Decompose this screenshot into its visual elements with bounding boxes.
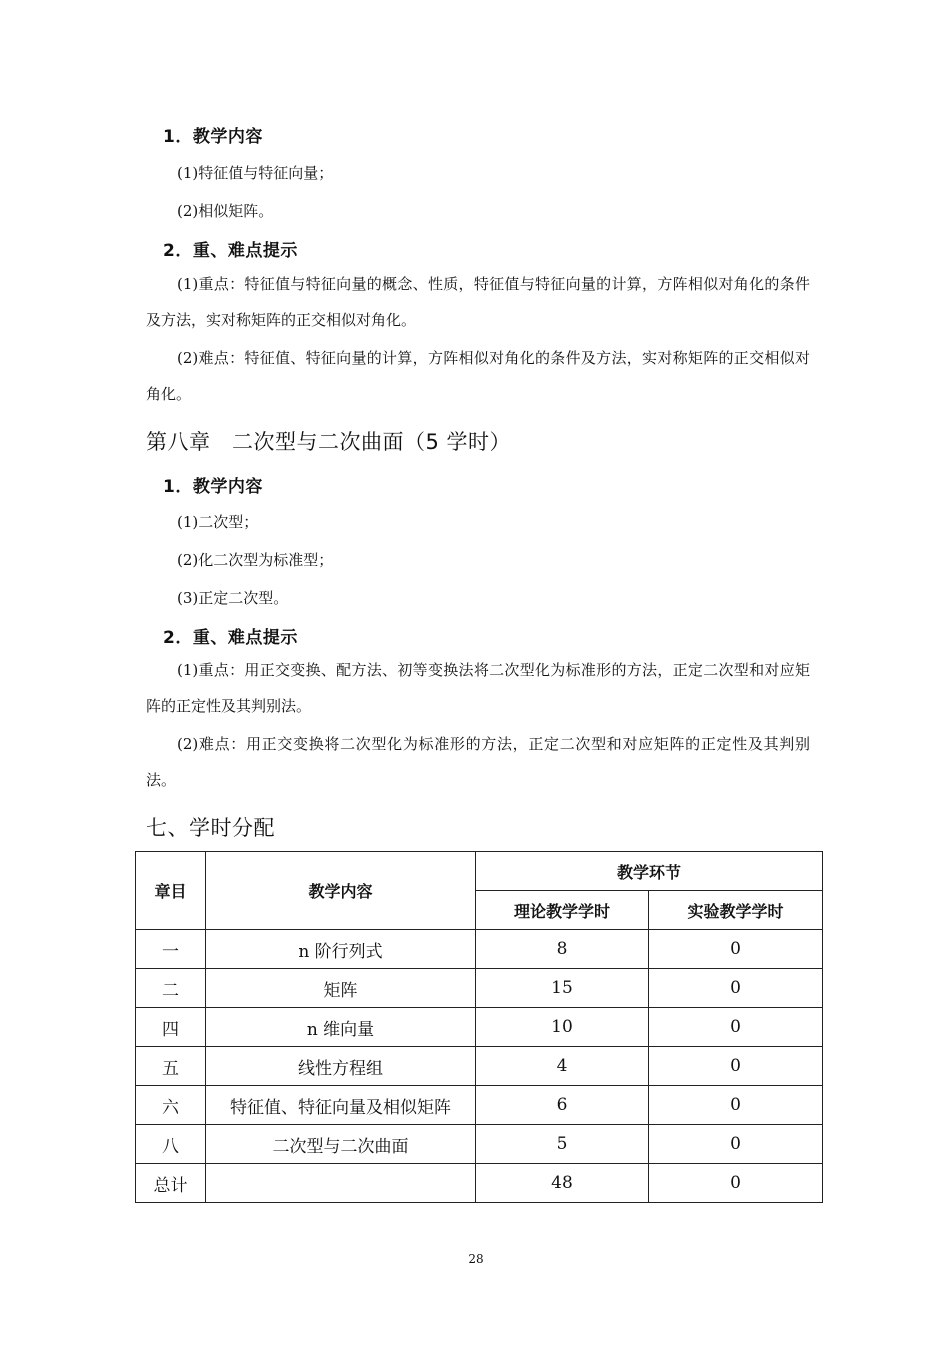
cell-content: 矩阵 — [206, 969, 476, 1008]
ch8-title: 第八章 二次型与二次曲面（5 学时） — [146, 430, 512, 454]
header-chapter: 章目 — [136, 852, 206, 930]
header-content: 教学内容 — [206, 852, 476, 930]
cell-chapter: 四 — [136, 1008, 206, 1047]
cell-content: n 维向量 — [206, 1008, 476, 1047]
cell-theory: 8 — [476, 930, 649, 969]
cell-theory: 4 — [476, 1047, 649, 1086]
table-row — [136, 969, 823, 1008]
ch7-key-heading: 2．重、难点提示 — [163, 241, 298, 261]
hours-table — [135, 851, 823, 1203]
cell-content: 线性方程组 — [206, 1047, 476, 1086]
cell-content: 特征值、特征向量及相似矩阵 — [206, 1086, 476, 1125]
cell-theory: 6 — [476, 1086, 649, 1125]
cell-theory: 48 — [476, 1164, 649, 1203]
cell-theory: 15 — [476, 969, 649, 1008]
ch8-difficult-point: (2)难点：用正交变换将二次型化为标准形的方法，正定二次型和对应矩阵的正定性及其判别法。 — [146, 735, 810, 789]
header-theory: 理论教学学时 — [476, 891, 649, 930]
cell-lab: 0 — [649, 1164, 823, 1203]
table-header-row — [136, 852, 823, 891]
table-row-total — [136, 1164, 823, 1203]
cell-chapter: 五 — [136, 1047, 206, 1086]
cell-chapter: 总计 — [136, 1164, 206, 1203]
ch7-item-2: (2)相似矩阵。 — [177, 202, 274, 220]
cell-lab: 0 — [649, 1008, 823, 1047]
cell-theory: 10 — [476, 1008, 649, 1047]
ch7-item-1: (1)特征值与特征向量； — [177, 164, 334, 182]
ch8-item-2: (2)化二次型为标准型； — [177, 551, 334, 569]
ch8-item-1: (1)二次型； — [177, 513, 259, 531]
table-row — [136, 1086, 823, 1125]
table-row — [136, 1125, 823, 1164]
cell-chapter: 八 — [136, 1125, 206, 1164]
section7-title: 七、学时分配 — [146, 816, 275, 840]
header-lab: 实验教学学时 — [649, 891, 823, 930]
page-number: 28 — [468, 1252, 484, 1266]
ch8-key-point: (1)重点：用正交变换、配方法、初等变换法将二次型化为标准形的方法，正定二次型和对应矩阵的正定性及其判别法。 — [146, 661, 810, 715]
table-row — [136, 1008, 823, 1047]
ch7-content-heading: 1．教学内容 — [163, 127, 263, 147]
cell-chapter: 二 — [136, 969, 206, 1008]
cell-lab: 0 — [649, 930, 823, 969]
header-group: 教学环节 — [476, 852, 823, 891]
cell-lab: 0 — [649, 1047, 823, 1086]
table-row — [136, 1047, 823, 1086]
cell-content: 二次型与二次曲面 — [206, 1125, 476, 1164]
ch7-key-point: (1)重点：特征值与特征向量的概念、性质，特征值与特征向量的计算，方阵相似对角化的条件及方法，实对称矩阵的正交相似对角化。 — [146, 275, 810, 329]
table-row — [136, 930, 823, 969]
ch8-content-heading: 1．教学内容 — [163, 477, 263, 497]
cell-chapter: 六 — [136, 1086, 206, 1125]
cell-chapter: 一 — [136, 930, 206, 969]
cell-content: n 阶行列式 — [206, 930, 476, 969]
ch8-key-heading: 2．重、难点提示 — [163, 628, 298, 648]
cell-lab: 0 — [649, 969, 823, 1008]
cell-theory: 5 — [476, 1125, 649, 1164]
cell-lab: 0 — [649, 1086, 823, 1125]
ch8-item-3: (3)正定二次型。 — [177, 589, 289, 607]
ch7-difficult-point: (2)难点：特征值、特征向量的计算，方阵相似对角化的条件及方法，实对称矩阵的正交相似对角化。 — [146, 349, 810, 403]
cell-content — [206, 1164, 476, 1203]
cell-lab: 0 — [649, 1125, 823, 1164]
